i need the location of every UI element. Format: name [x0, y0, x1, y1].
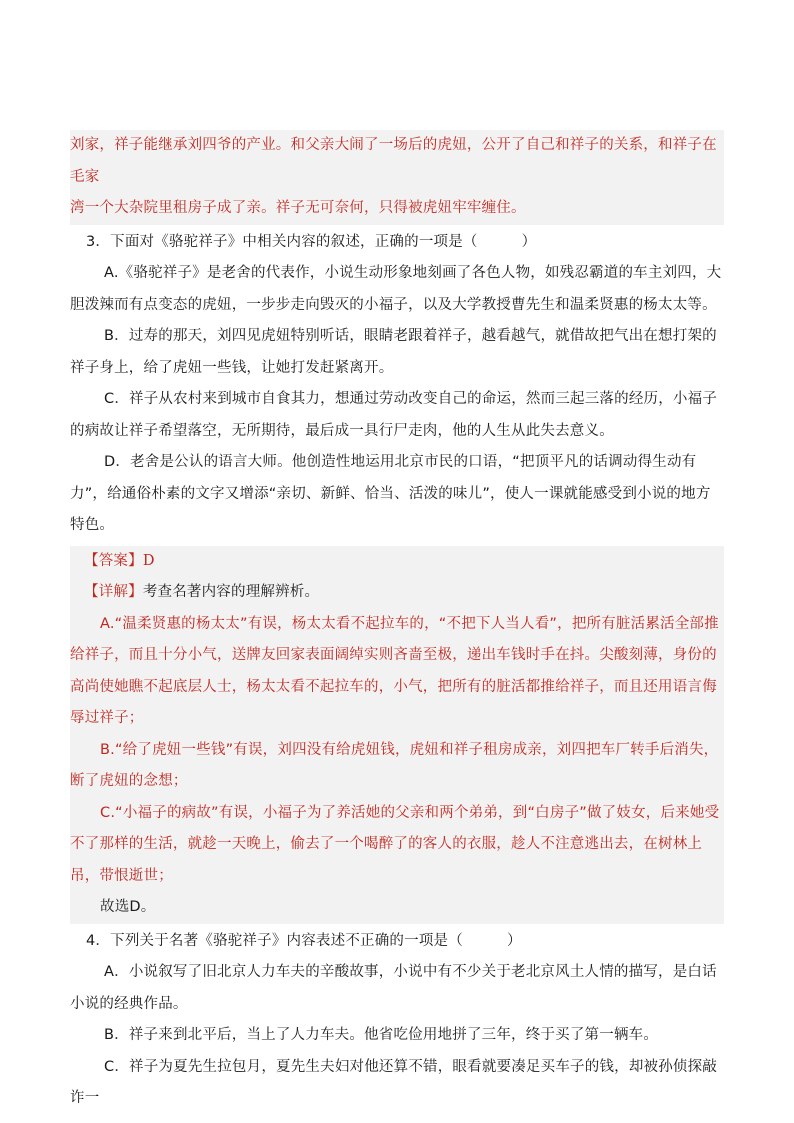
- carryover-line-2: 湾一个大杂院里租房子成了亲。祥子无可奈何，只得被虎妞牢牢缠住。: [70, 200, 526, 216]
- question-4: [70, 926, 724, 1115]
- detail-a: A.“温柔贤惠的杨太太”有误，杨太太看不起拉车的，“不把下人当人看”，把所有脏活累活全部推给祥子，而且十分小气，送牌友回家表面阔绰实则吝啬至极，递出车钱时手在抖。尖酸刻薄，身份的高尚使她瞧不起底层人士，杨太太看不起拉车的，小气，把所有的脏活都推给祥子，而且还用语言侮辱过祥子；: [70, 615, 719, 726]
- detail-line: [70, 577, 724, 609]
- answer-3-block: [70, 546, 724, 924]
- question-4-stem-text: 4．下列关于名著《骆驼祥子》内容表述不正确的一项是（: [86, 932, 463, 949]
- detail-conclusion: 故选D。: [100, 899, 156, 915]
- detail-b: B.“给了虎妞一些钱”有误，刘四没有给虎妞钱，虎妞和祥子租房成亲，刘四把车厂转手后消失，断了虎妞的念想；: [70, 741, 719, 789]
- page-content: [70, 130, 724, 1115]
- question-3-stem-close: ）: [521, 233, 537, 250]
- question-4-option-b: B．祥子来到北平后，当上了人力车夫。他省吃俭用地拼了三年，终于买了第一辆车。: [104, 1027, 659, 1043]
- answer-line: [70, 546, 724, 578]
- detail-c: C.“小福子的病故”有误，小福子为了养活她的父亲和两个弟弟，到“白房子”做了妓女，后来她受不了那样的生活，就趁一天晚上，偷去了一个喝醉了的客人的衣服，趁人不注意逃出去，在树林上吊，带恨逝世；: [70, 804, 720, 884]
- question-3-stem-text: 3．下面对《骆驼祥子》中相关内容的叙述，正确的一项是（: [86, 233, 478, 250]
- question-4-option-c: C．祥子为夏先生拉包月，夏先生夫妇对他还算不错，眼看就要凑足买车子的钱，却被孙侦探敲诈一: [70, 1058, 718, 1106]
- question-3-option-c: C．祥子从农村来到城市自食其力，想通过劳动改变自己的命运，然而三起三落的经历，小福子的病故让祥子希望落空，无所期待，最后成一具行尸走肉，他的人生从此失去意义。: [70, 391, 718, 439]
- detail-tag: 【详解】: [84, 584, 143, 600]
- question-3-option-a: A.《骆驼祥子》是老舍的代表作，小说生动形象地刻画了各色人物，如残忍霸道的车主刘四，大胆泼辣而有点变态的虎妞，一步步走向毁灭的小福子，以及大学教授曹先生和温柔贤惠的杨太太等。: [70, 265, 722, 313]
- question-4-stem: [70, 926, 724, 958]
- question-4-stem-close: ）: [506, 932, 522, 949]
- question-3-stem: [70, 227, 724, 259]
- detail-intro: 考查名著内容的理解辨析。: [142, 584, 320, 600]
- answer-tag: 【答案】: [84, 552, 143, 569]
- question-3: [70, 227, 724, 542]
- question-4-option-a: A．小说叙写了旧北京人力车夫的辛酸故事，小说中有不少关于老北京风土人情的描写，是白话小说的经典作品。: [70, 964, 717, 1012]
- question-3-option-b: B．过寿的那天，刘四见虎妞特别听话，眼睛老跟着祥子，越看越气，就借故把气出在想打架的祥子身上，给了虎妞一些钱，让她打发赶紧离开。: [70, 328, 717, 376]
- answer-value: D: [142, 552, 155, 569]
- carryover-line-1: 刘家，祥子能继承刘四爷的产业。和父亲大闹了一场后的虎妞，公开了自己和祥子的关系，和祥子在毛家: [70, 137, 717, 185]
- carryover-explanation: [70, 130, 724, 225]
- question-3-option-d: D．老舍是公认的语言大师。他创造性地运用北京市民的口语，“把顶平凡的话调动得生动有力”，给通俗朴素的文字又增添“亲切、新鲜、恰当、活泼的味儿”，使人一课就能感受到小说的地方特色。: [70, 454, 711, 533]
